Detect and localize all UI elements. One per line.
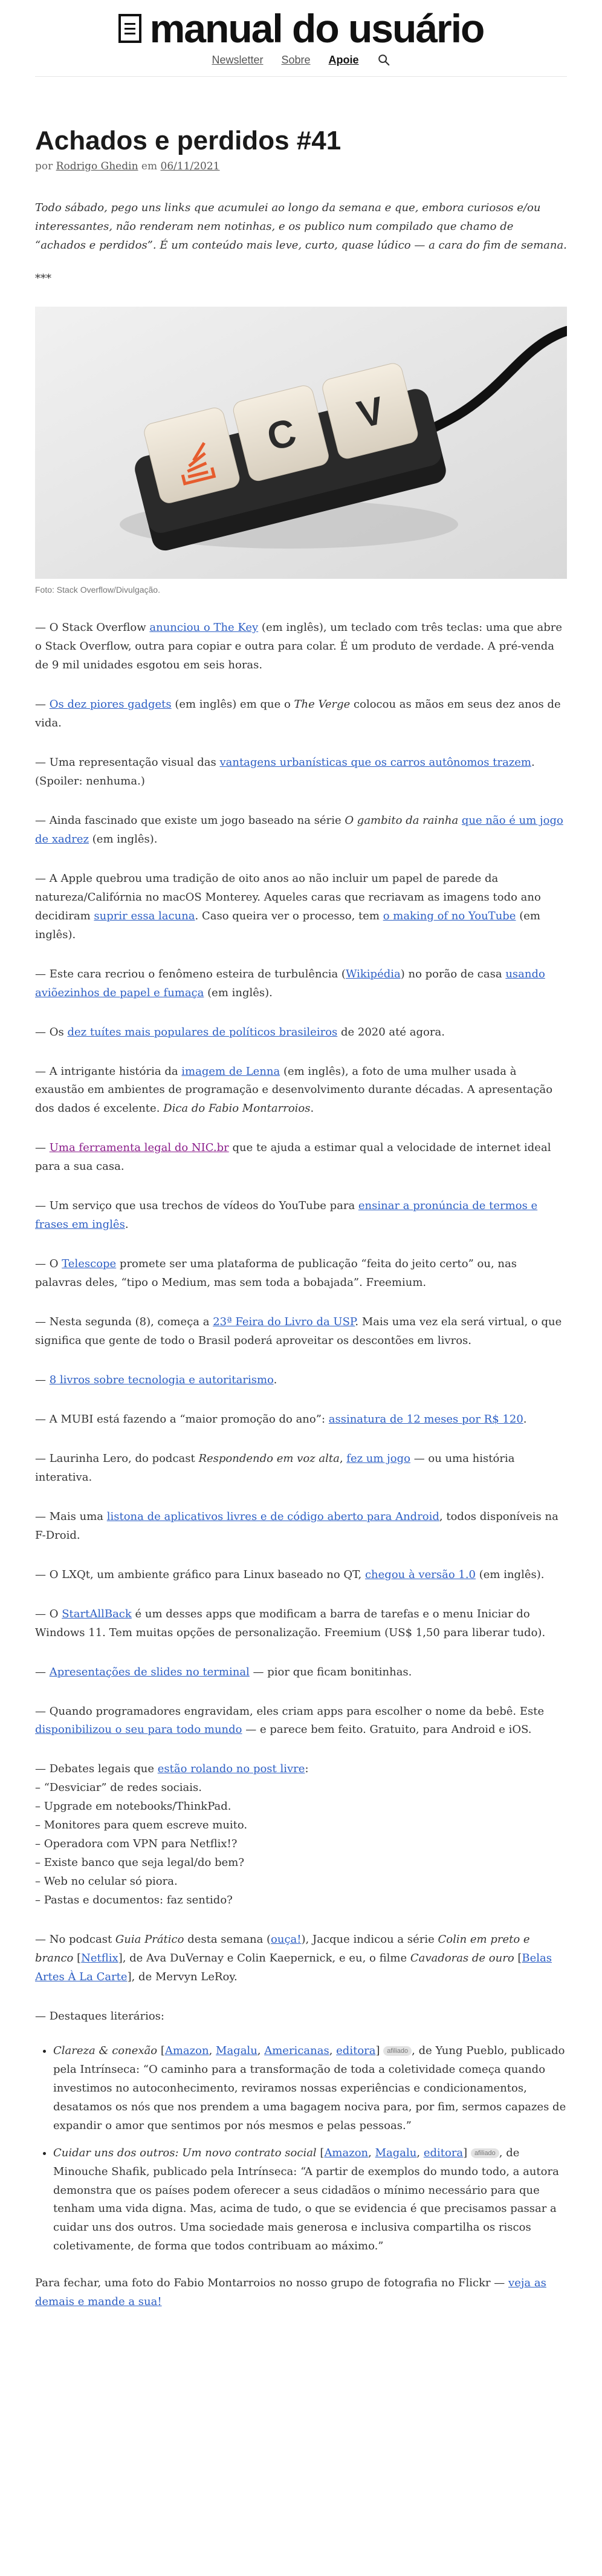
item-text: — Este cara recriou o fenômeno esteira de turbulência ( — [35, 967, 346, 980]
item-text: : — [305, 1762, 309, 1776]
link-item — [35, 1371, 567, 1390]
item-italic: O gambito da rainha — [345, 814, 459, 827]
item-italic: Colin em preto e branco — [35, 1933, 530, 1965]
item-link[interactable]: listona de aplicativos livres e de código aberto para Android — [106, 1510, 439, 1523]
item-text: — A MUBI está fazendo a “maior promoção do ano”: — [35, 1412, 329, 1426]
site-header — [0, 0, 602, 77]
editora-link[interactable]: editora — [336, 2044, 376, 2057]
item-link[interactable]: usando aviõezinhos de papel e fumaça — [35, 967, 545, 999]
link-item — [35, 1063, 567, 1119]
item-italic: The Verge — [294, 698, 351, 711]
item-link[interactable]: anunciou o The Key — [149, 621, 259, 634]
closing-paragraph — [35, 2274, 567, 2312]
item-text: (em inglês). — [204, 986, 273, 999]
item-link[interactable]: chegou à versão 1.0 — [364, 1568, 476, 1581]
link-item — [35, 1313, 567, 1351]
podcast-item — [35, 1931, 567, 1987]
item-link[interactable]: Os dez piores gadgets — [49, 698, 172, 711]
date-link[interactable]: 06/11/2021 — [160, 160, 220, 173]
link-item — [35, 1450, 567, 1487]
item-text: ], de Ava DuVernay e Colin Kaepernick, e eu, o filme — [118, 1952, 410, 1965]
item-text: ] — [375, 2044, 380, 2057]
editora-link[interactable]: editora — [423, 2146, 464, 2159]
item-text: — Ainda fascinado que existe um jogo baseado na série — [35, 814, 345, 827]
item-text: ), Jacque indicou a série — [301, 1933, 438, 1946]
item-text: [ — [157, 2044, 165, 2057]
amazon-link[interactable]: Amazon — [164, 2044, 209, 2057]
item-text: é um desses apps que modificam a barra de tarefas e o menu Iniciar do Windows 11. Tem muitas opções de personalização. Freemium (US$ 1,50 para liberar tudo). — [35, 1607, 546, 1639]
item-text: — No podcast — [35, 1933, 115, 1946]
item-text: [ — [73, 1952, 82, 1965]
item-link[interactable]: dez tuítes mais populares de políticos brasileiros — [67, 1025, 338, 1039]
item-link[interactable]: 23ª Feira do Livro da USP — [213, 1316, 355, 1329]
item-text: — Laurinha Lero, do podcast — [35, 1452, 199, 1465]
item-text: — O Stack Overflow — [35, 621, 150, 634]
link-item — [35, 754, 567, 791]
book-title: Cuidar uns dos outros: Um novo contrato social — [53, 2146, 317, 2159]
item-text: — O LXQt, um ambiente gráfico para Linux baseado no QT, — [35, 1568, 365, 1581]
item-text: — O — [35, 1607, 62, 1620]
author-link[interactable]: Rodrigo Ghedin — [56, 160, 138, 173]
item-text: , — [339, 1452, 347, 1465]
item-link[interactable]: que não é um jogo de xadrez — [35, 814, 563, 846]
item-text: — Um serviço que usa trechos de vídeos do YouTube para — [35, 1199, 358, 1213]
book-item: • Cuidar uns dos outros: Um novo contrato social [Amazon, Magalu, editora] afiliado , de Minouche Shafik, publicado pela Intrínseca: “A partir de exemplos do mundo todo, a autora demonstra que os países podem oferecer a seus cidadãos o mínimo necessário para que tenham uma vida digna. Mas, acima de tudo, o que se evidencia é que precisamos passar a cuidar uns dos outros. Uma sociedade mais generosa e inclusiva compartilha os riscos coletivamente, de forma que todos contribuam ao máximo.” — [53, 2144, 567, 2257]
item-italic: Cavadoras de ouro — [410, 1952, 514, 1965]
item-text: (em inglês), a foto de uma mulher usada à exaustão em ambientes de programação e desenvolvimento durante décadas. A apresentação dos dados é excelente. — [35, 1065, 553, 1115]
link-item — [35, 870, 567, 945]
item-text: desta semana ( — [184, 1933, 271, 1946]
item-link[interactable]: Telescope — [62, 1257, 117, 1271]
item-text: — ou uma história interativa. — [35, 1452, 515, 1484]
item-link[interactable]: suprir essa lacuna — [94, 909, 195, 922]
item-text: — — [35, 1665, 50, 1678]
item-link[interactable]: imagem de Lenna — [181, 1065, 280, 1078]
americanas-link[interactable]: Americanas — [264, 2044, 329, 2057]
article — [35, 77, 567, 2336]
item-link[interactable]: Apresentações de slides no terminal — [49, 1665, 250, 1678]
link-item — [35, 965, 567, 1003]
debates-block — [35, 1760, 567, 1910]
byline — [35, 160, 567, 172]
item-text: — Mais uma — [35, 1510, 107, 1523]
item-link[interactable]: assinatura de 12 meses por R$ 120 — [328, 1412, 523, 1426]
nav-apoie[interactable]: Apoie — [328, 53, 359, 66]
item-link[interactable]: StartAllBack — [62, 1607, 132, 1620]
item-text: — pior que ficam bonitinhas. — [249, 1665, 412, 1678]
nav-sobre[interactable]: Sobre — [281, 53, 311, 66]
item-link[interactable]: fez um jogo — [346, 1452, 410, 1465]
item-text: — A intrigante história da — [35, 1065, 182, 1078]
amazon-link[interactable]: Amazon — [324, 2146, 369, 2159]
debate-line: – “Desviciar” de redes sociais. — [35, 1781, 202, 1795]
item-link[interactable]: ensinar a pronúncia de termos e frases em inglês — [35, 1199, 538, 1231]
item-text: de 2020 até agora. — [337, 1025, 445, 1039]
item-text: — — [35, 1373, 50, 1386]
site-name: manual do usuário — [149, 6, 484, 51]
post-livre-link[interactable]: estão rolando no post livre — [157, 1762, 305, 1776]
link-item — [35, 1255, 567, 1293]
item-text: que te ajuda a estimar qual a velocidade de internet ideal para a sua casa. — [35, 1141, 551, 1173]
debate-line: – Web no celular só piora. — [35, 1875, 178, 1888]
item-italic: Guia Prático — [115, 1933, 184, 1946]
item-text: . Caso queira ver o processo, tem — [195, 909, 383, 922]
item-text: — Os — [35, 1025, 68, 1039]
affiliate-badge: afiliado — [383, 2046, 412, 2056]
item-text: — Uma representação visual das — [35, 756, 220, 769]
link-item — [35, 1410, 567, 1429]
separator-stars: *** — [35, 272, 51, 285]
item-italic: Dica do Fabio Montarroios — [163, 1102, 311, 1115]
byline-prefix: por — [35, 160, 53, 173]
debate-line: – Monitores para quem escreve muito. — [35, 1819, 248, 1832]
podcast-listen-link[interactable]: ouça! — [271, 1933, 302, 1946]
item-link[interactable]: 8 livros sobre tecnologia e autoritarismo — [49, 1373, 274, 1386]
item-text: [ — [514, 1952, 522, 1965]
item-link[interactable]: vantagens urbanísticas que os carros autônomos trazem — [219, 756, 532, 769]
intro-text: Todo sábado, pego uns links que acumulei ao longo da semana e que, embora curiosos e/ou interessantes, não renderam nem notinhas, e os publico num compilado que chamo de “achados e perdidos”. É um conteúdo mais leve, curto, quase lúdico — a cara do fim de semana. — [35, 201, 567, 252]
link-item — [35, 1023, 567, 1042]
debate-line: – Existe banco que seja legal/do bem? — [35, 1856, 244, 1870]
item-text: [ — [316, 2146, 325, 2159]
books-list — [35, 2042, 567, 2256]
item-text: ) no porão de casa — [400, 967, 506, 980]
link-item — [35, 1663, 567, 1682]
link-item — [35, 1605, 567, 1643]
item-text: . — [273, 1373, 277, 1386]
item-italic: Respondendo em voz alta — [198, 1452, 340, 1465]
main-nav — [0, 53, 602, 67]
debate-line: – Pastas e documentos: faz sentido? — [35, 1894, 233, 1907]
link-item — [35, 1139, 567, 1176]
item-text: (em inglês), um teclado com três teclas: uma que abre o Stack Overflow, outra para copiar e outra para colar. É um produto de verdade. A pré-venda de 9 mil unidades esgotou em seis horas. — [35, 621, 563, 672]
menu-document-icon — [118, 14, 141, 43]
magalu-link[interactable]: Magalu — [216, 2044, 257, 2057]
item-text: . (Spoiler: nenhuma.) — [35, 756, 535, 787]
debate-line: – Upgrade em notebooks/ThinkPad. — [35, 1800, 231, 1813]
link-item — [35, 696, 567, 733]
book-description: , de Yung Pueblo, publicado pela Intrínseca: “O caminho para a transformação de toda a coletividade começa quando investimos no autoconhecimento, reviramos nossas experiências e condicionamentos, desatamos os nós que nos prendem a uma bagagem nociva para, por fim, sermos capazes de expandir o amor que sentimos por nós mesmos e pelas pessoas.” — [53, 2044, 566, 2132]
item-text: — — [35, 1141, 50, 1155]
item-text: — A Apple quebrou uma tradição de oito anos ao não incluir um papel de parede da natureza/Califórnia no macOS Monterey. Aqueles caras que recriavam as imagens todo ano decidiram — [35, 872, 541, 922]
link-item — [35, 1703, 567, 1740]
item-text: — e parece bem feito. Gratuito, para Android e iOS. — [242, 1723, 532, 1736]
link-item — [35, 1566, 567, 1585]
link-item — [35, 1197, 567, 1234]
site-brand[interactable] — [0, 6, 602, 51]
item-text: — Nesta segunda (8), começa a — [35, 1316, 213, 1329]
keyboard-photo — [35, 307, 567, 579]
item-text: (em inglês). — [35, 909, 540, 941]
item-text: . — [310, 1102, 314, 1115]
item-text: ], de Mervyn LeRoy. — [127, 1970, 238, 1983]
link-item — [35, 812, 567, 849]
affiliate-badge: afiliado — [471, 2148, 499, 2158]
item-link[interactable]: o making of no YouTube — [383, 909, 516, 922]
post-title: Achados e perdidos #41 — [35, 126, 341, 155]
item-text: . — [523, 1412, 527, 1426]
key-v-label: V — [352, 388, 389, 437]
belas-artes-link[interactable]: Belas Artes À La Carte — [35, 1952, 552, 1983]
book-item: • Clareza & conexão [Amazon, Magalu, Americanas, editora] afiliado , de Yung Pueblo, publicado pela Intrínseca: “O caminho para a transformação de toda a coletividade começa quando investimos no autoconhecimento, reviramos nossas experiências e condicionamentos, desatamos os nós que nos prendem a uma bagagem nociva para, por fim, sermos capazes de expandir o amor que sentimos por nós mesmos e pelas pessoas.” — [53, 2042, 567, 2136]
magalu-link[interactable]: Magalu — [375, 2146, 417, 2159]
item-link-visited[interactable]: Uma ferramenta legal do NIC.br — [49, 1141, 229, 1155]
book-description: , de Minouche Shafik, publicado pela Intrínseca: “A partir de exemplos do mundo todo, a autora demonstra que os países podem oferecer a seus cidadãos o mínimo necessário para que tenham uma vida digna. Mas, acima de tudo, o que se evidencia é que precisamos passar a cuidar uns dos outros. Uma sociedade mais generosa e inclusiva compartilha os riscos coletivamente, de forma que todos contribuam ao máximo.” — [53, 2146, 559, 2253]
item-text: ] — [463, 2146, 468, 2159]
item-text: colocou as mãos em seus dez anos de vida. — [35, 698, 561, 730]
item-text: (em inglês). — [89, 832, 158, 846]
item-link[interactable]: Wikipédia — [345, 967, 401, 980]
item-text: . — [125, 1218, 129, 1231]
item-text: , todos disponíveis na F-Droid. — [35, 1510, 558, 1542]
search-icon[interactable] — [377, 53, 390, 67]
item-text: promete ser uma plataforma de publicação “feita do jeito certo” ou, nas palavras deles, “tipo o Medium, mas sem toda a bobajada”. Freemium. — [35, 1257, 517, 1290]
item-text: . Mais uma vez ela será virtual, o que significa que gente de todo o Brasil poderá aproveitar os descontões em livros. — [35, 1316, 562, 1348]
item-text: (em inglês) em que o — [171, 698, 294, 711]
item-text: — Debates legais que — [35, 1762, 158, 1776]
item-text: — — [35, 698, 50, 711]
item-text: (em inglês). — [476, 1568, 545, 1581]
books-intro: — Destaques literários: — [35, 2009, 164, 2023]
item-text: — Quando programadores engravidam, eles criam apps para escolher o nome da bebê. Este — [35, 1704, 545, 1718]
item-text: — O — [35, 1257, 62, 1271]
photo-caption: Foto: Stack Overflow/Divulgação. — [35, 585, 160, 595]
item-link[interactable]: disponibilizou o seu para todo mundo — [35, 1723, 242, 1736]
netflix-link[interactable]: Netflix — [81, 1952, 118, 1965]
key-c-label: C — [262, 410, 301, 460]
flickr-link[interactable]: veja as demais e mande a sua! — [35, 2277, 546, 2309]
debate-line: – Operadora com VPN para Netflix!? — [35, 1837, 238, 1851]
bottom-spacer — [35, 2312, 567, 2336]
date-prefix: em — [141, 160, 158, 173]
featured-figure — [35, 307, 567, 595]
book-title: Clareza & conexão — [53, 2044, 158, 2057]
item-text: Para fechar, uma foto do Fabio Montarroios no nosso grupo de fotografia no Flickr — — [35, 2277, 509, 2290]
link-item — [35, 619, 567, 675]
nav-newsletter[interactable]: Newsletter — [212, 53, 264, 66]
link-item — [35, 1508, 567, 1545]
